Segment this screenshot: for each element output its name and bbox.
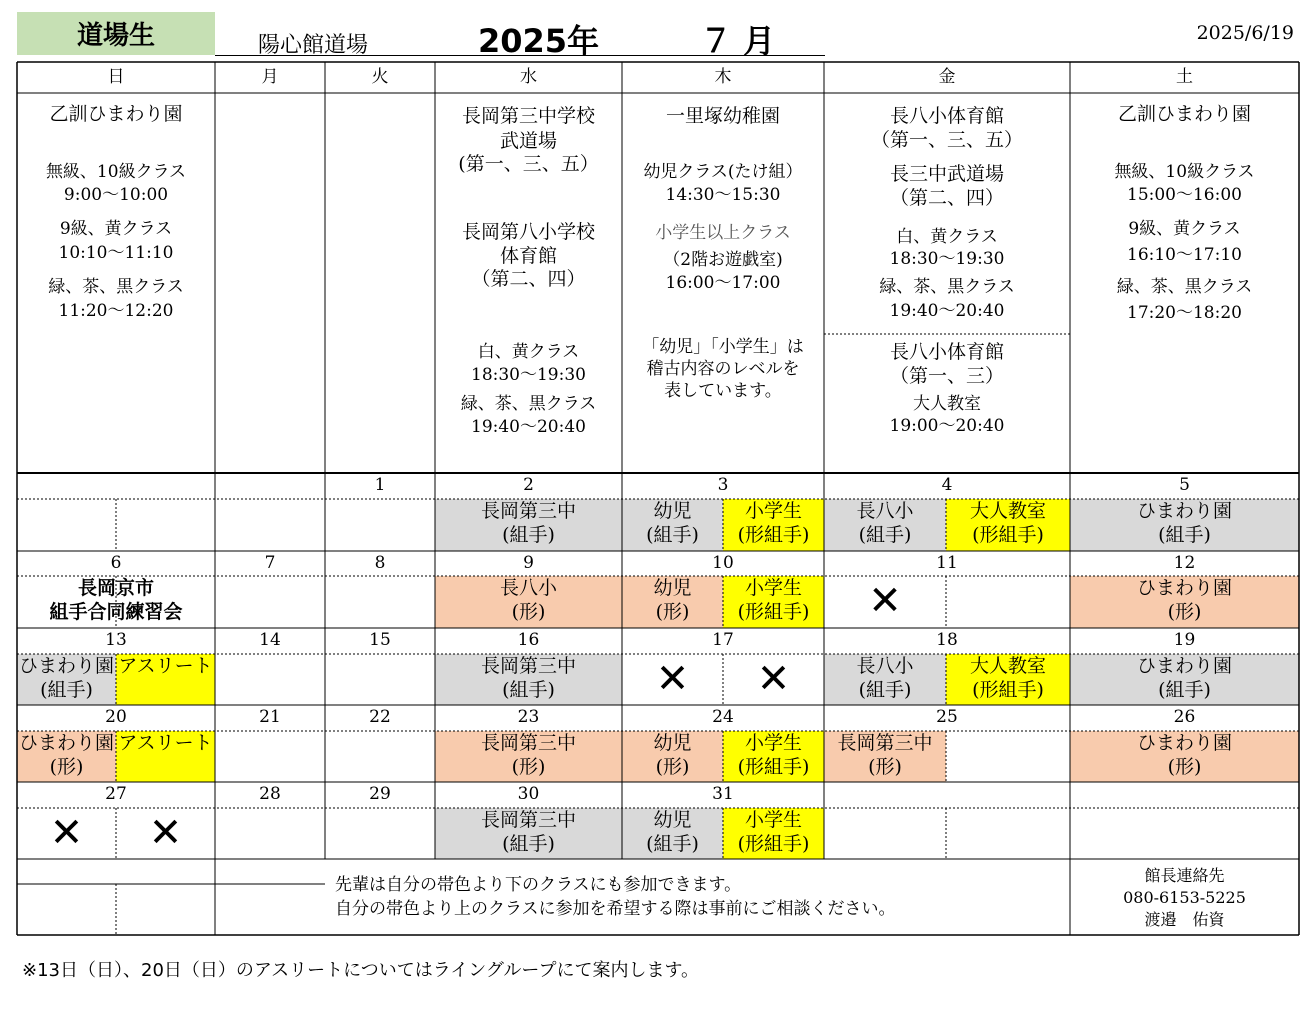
contact-name: 渡邉 佑資 — [1144, 910, 1225, 929]
info-text: 表しています。 — [664, 381, 782, 401]
slot-place: アスリート — [118, 732, 213, 754]
day-number: 16 — [517, 630, 540, 650]
info-text: 18:30～19:30 — [889, 249, 1005, 269]
slot-place: ひまわり園 — [1136, 732, 1232, 754]
slot-place: ひまわり園 — [18, 732, 114, 754]
slot-place: 幼児 — [653, 732, 692, 754]
slot-type: (組手) — [502, 833, 555, 855]
contact-label: 館長連絡先 — [1144, 866, 1225, 885]
weekday-header: 火 — [371, 67, 389, 87]
cancel-mark: ✕ — [148, 810, 183, 856]
slot-place: 小学生 — [744, 732, 802, 754]
student-badge: 道場生 — [17, 12, 215, 55]
day-number: 19 — [1173, 630, 1196, 650]
slot-type: (形) — [655, 601, 690, 623]
info-text: 15:00～16:00 — [1127, 185, 1242, 205]
slot-type: (形組手) — [737, 833, 810, 855]
info-text: 17:20～18:20 — [1127, 303, 1242, 323]
slot-type: (組手) — [858, 679, 912, 701]
info-text: 19:40～20:40 — [889, 301, 1005, 321]
info-text: 9級、黄クラス — [1128, 219, 1241, 239]
slot-type: (組手) — [646, 524, 699, 546]
slot-type: (形) — [511, 601, 546, 623]
day-number: 25 — [936, 707, 958, 727]
slot-place: アスリート — [118, 655, 213, 677]
info-text: 白、黄クラス — [477, 342, 580, 362]
slot-type: (形) — [1167, 756, 1202, 778]
info-text: （第一、三、五） — [870, 129, 1023, 151]
info-text: 16:10～17:10 — [1127, 245, 1242, 265]
info-text: 長八小体育館 — [889, 341, 1004, 363]
slot-type: (形) — [1167, 601, 1202, 623]
slot-place: 大人教室 — [969, 500, 1046, 522]
info-text: 長岡第八小学校 — [461, 221, 595, 243]
info-text: （第二、四） — [471, 268, 586, 290]
schedule-calendar — [17, 62, 1299, 935]
day-number: 6 — [110, 553, 122, 573]
slot-type: 組手合同練習会 — [49, 601, 183, 623]
info-text: 無級、10級クラス — [1114, 162, 1255, 182]
slot-place: 大人教室 — [969, 655, 1046, 677]
info-text: （2階お遊戯室) — [663, 250, 783, 270]
info-text: 14:30～15:30 — [665, 185, 781, 205]
weekday-header: 土 — [1176, 67, 1193, 87]
day-number: 17 — [712, 630, 734, 650]
slot-type: (形) — [655, 756, 690, 778]
day-number: 3 — [717, 475, 729, 495]
day-number: 30 — [517, 784, 540, 804]
weekday-header: 木 — [714, 67, 732, 87]
slot-type: (組手) — [858, 524, 912, 546]
day-number: 12 — [1173, 553, 1196, 573]
day-number: 5 — [1179, 475, 1190, 495]
slot-type: (組手) — [1158, 524, 1211, 546]
day-number: 31 — [712, 784, 734, 804]
day-number: 13 — [105, 630, 127, 650]
slot-type: (形組手) — [737, 601, 810, 623]
info-text: 長八小体育館 — [889, 105, 1004, 127]
day-number: 28 — [259, 784, 281, 804]
info-text: 緑、茶、黒クラス — [48, 277, 184, 297]
slot-type: (組手) — [40, 679, 93, 701]
info-text: 緑、茶、黒クラス — [460, 394, 597, 414]
info-text: 19:40～20:40 — [471, 417, 586, 437]
info-text: （第一、三） — [889, 365, 1004, 387]
day-number: 2 — [523, 475, 534, 495]
slot-type: (組手) — [502, 524, 555, 546]
month-label: ７ 月 — [700, 22, 776, 60]
day-number: 1 — [374, 475, 386, 495]
weekday-header: 金 — [938, 67, 956, 87]
slot-place: ひまわり園 — [1136, 500, 1232, 522]
info-text: 小学生以上クラス — [655, 223, 791, 243]
cancel-mark: ✕ — [868, 578, 902, 624]
day-number: 21 — [259, 707, 281, 727]
day-number: 29 — [369, 784, 391, 804]
title-underline — [215, 55, 825, 56]
slot-place: 長八小 — [499, 577, 557, 599]
day-number: 11 — [936, 553, 958, 573]
slot-type: (形組手) — [972, 524, 1044, 546]
info-text: 11:20～12:20 — [58, 301, 174, 321]
year-label: 2025年 — [478, 22, 600, 60]
info-text: 16:00～17:00 — [665, 273, 781, 293]
dojo-name: 陽心館道場 — [258, 33, 369, 58]
slot-type: (形組手) — [972, 679, 1044, 701]
slot-type: (組手) — [502, 679, 555, 701]
slot-place: 幼児 — [653, 500, 692, 522]
cancel-mark: ✕ — [756, 656, 791, 702]
info-text: 10:10～11:10 — [58, 243, 174, 263]
slot-place: ひまわり園 — [1136, 655, 1232, 677]
weekday-header: 日 — [107, 67, 125, 87]
info-text: 大人教室 — [913, 394, 981, 414]
slot-place: 長八小 — [856, 500, 914, 522]
slot-place: 幼児 — [653, 577, 692, 599]
cancel-mark: ✕ — [655, 656, 690, 702]
slot-place: 長岡第三中 — [480, 809, 576, 831]
slot-place: 長岡京市 — [77, 577, 154, 599]
footnote: ※13日（日）、20日（日）のアスリートについてはライングループにて案内します。 — [22, 960, 700, 981]
info-text: 白、黄クラス — [896, 227, 998, 247]
info-text: 幼児クラス(たけ組） — [643, 162, 803, 182]
info-text: 無級、10級クラス — [45, 162, 187, 182]
day-number: 10 — [712, 553, 734, 573]
slot-place: ひまわり園 — [1136, 577, 1232, 599]
issue-date: 2025/6/19 — [1196, 22, 1294, 44]
info-text: 一里塚幼稚園 — [665, 105, 780, 127]
day-number: 23 — [517, 707, 540, 727]
info-text: 乙訓ひまわり園 — [1117, 103, 1251, 125]
slot-type: (形) — [511, 756, 546, 778]
footer-rule-1: 先輩は自分の帯色より下のクラスにも参加できます。 — [335, 875, 742, 895]
info-text: （第二、四） — [889, 187, 1004, 209]
info-text: 長岡第三中学校 — [461, 105, 595, 127]
slot-type: (組手) — [646, 833, 699, 855]
slot-place: 小学生 — [744, 809, 802, 831]
day-number: 15 — [369, 630, 391, 650]
slot-place: 長岡第三中 — [480, 655, 576, 677]
day-number: 20 — [105, 707, 127, 727]
info-text: 武道場 — [499, 130, 557, 152]
slot-type: (組手) — [1158, 679, 1211, 701]
slot-type: (形) — [868, 756, 902, 778]
info-text: 18:30～19:30 — [471, 365, 586, 385]
info-text: 緑、茶、黒クラス — [879, 277, 1015, 297]
info-text: 長三中武道場 — [889, 163, 1004, 185]
day-number: 26 — [1173, 707, 1196, 727]
contact-phone: 080-6153-5225 — [1123, 888, 1246, 907]
slot-place: 小学生 — [744, 500, 802, 522]
slot-place: 長八小 — [856, 655, 914, 677]
weekday-header: 水 — [520, 67, 537, 87]
slot-place: 幼児 — [653, 809, 692, 831]
info-text: 19:00～20:40 — [889, 416, 1005, 436]
info-text: 体育館 — [499, 245, 557, 267]
info-text: 「幼児」「小学生」は — [642, 337, 804, 357]
weekday-header: 月 — [261, 67, 279, 87]
day-number: 27 — [105, 784, 127, 804]
info-text: (第一、三、五） — [458, 153, 599, 175]
footer-rule-2: 自分の帯色より上のクラスに参加を希望する際は事前にご相談ください。 — [335, 899, 896, 919]
day-number: 7 — [264, 553, 276, 573]
info-text: 9級、黄クラス — [59, 219, 173, 239]
slot-type: (形) — [49, 756, 84, 778]
info-text: 緑、茶、黒クラス — [1116, 277, 1253, 297]
slot-place: 長岡第三中 — [837, 732, 933, 754]
day-number: 4 — [941, 475, 953, 495]
day-number: 18 — [936, 630, 958, 650]
slot-type: (形組手) — [737, 756, 810, 778]
cancel-mark: ✕ — [49, 810, 84, 856]
info-text: 乙訓ひまわり園 — [49, 103, 183, 125]
slot-place: ひまわり園 — [18, 655, 114, 677]
slot-type: (形組手) — [737, 524, 810, 546]
info-text: 稽古内容のレベルを — [646, 359, 800, 379]
info-text: 9:00～10:00 — [63, 185, 169, 205]
day-number: 22 — [369, 707, 391, 727]
day-number: 9 — [523, 553, 534, 573]
day-number: 14 — [259, 630, 281, 650]
slot-place: 長岡第三中 — [480, 500, 576, 522]
day-number: 24 — [712, 707, 734, 727]
slot-place: 長岡第三中 — [480, 732, 576, 754]
day-number: 8 — [374, 553, 386, 573]
slot-place: 小学生 — [744, 577, 802, 599]
